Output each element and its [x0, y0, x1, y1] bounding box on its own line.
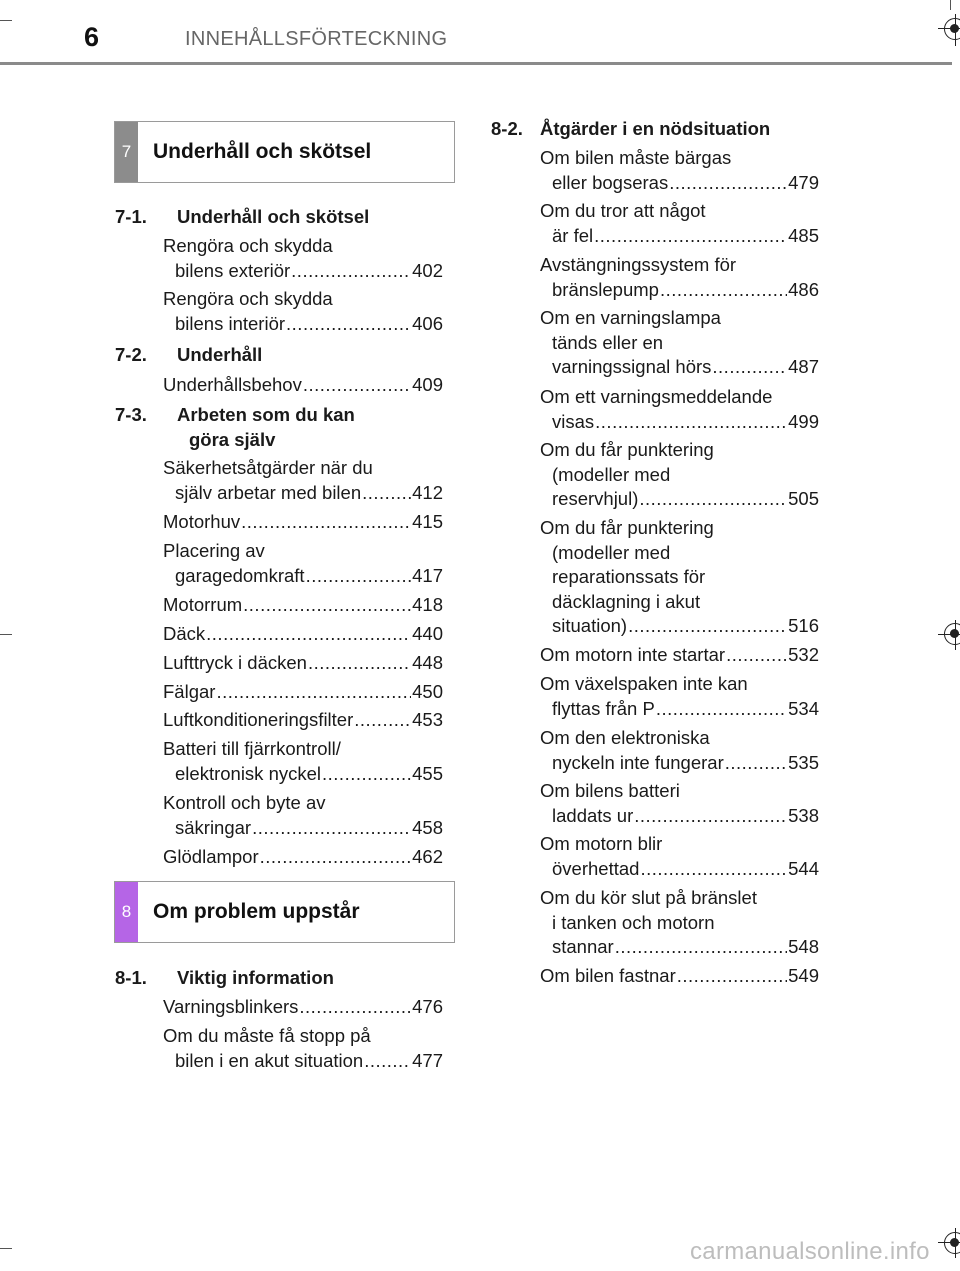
page-ref: 534	[788, 697, 819, 719]
toc-entry[interactable]	[540, 146, 819, 195]
page-ref: 477	[412, 1049, 443, 1071]
subsection-title: Åtgärder i en nödsituation	[540, 118, 771, 139]
subsection-number: 8-2.	[491, 118, 523, 139]
page-ref: 453	[412, 709, 443, 730]
toc-entry-line: Batteri till fjärrkontroll/	[163, 738, 341, 759]
toc-entry-line: Om bilen måste bärgas	[540, 147, 732, 168]
page-ref: 476	[412, 996, 443, 1017]
toc-entry[interactable]	[163, 593, 443, 618]
toc-entry-line: Säkerhetsåtgärder när du	[163, 457, 373, 478]
toc-entry-line: Lufttryck i däcken	[163, 652, 307, 673]
toc-entry-line: Underhållsbehov	[163, 374, 302, 395]
toc-entry[interactable]	[163, 845, 443, 870]
toc-entry[interactable]	[540, 438, 819, 512]
toc-entry-line: (modeller med	[552, 541, 671, 563]
toc-entry-line: laddats ur	[552, 804, 634, 826]
page-ref: 455	[412, 762, 443, 784]
toc-entry-line: Om du tror att något	[540, 200, 706, 221]
page-ref: 450	[412, 681, 443, 702]
page-ref: 406	[412, 312, 443, 334]
toc-entry-line: Rengöra och skydda	[163, 288, 333, 309]
section-7-title: Underhåll och skötsel	[153, 140, 372, 163]
crop-mark	[0, 634, 12, 635]
toc-entry[interactable]	[163, 373, 443, 398]
toc-entry-line: varningssignal hörs	[552, 356, 712, 378]
page-number: 6	[84, 22, 100, 52]
page-ref: 499	[788, 410, 819, 432]
section-7-tab: 7	[115, 122, 138, 182]
page-ref: 532	[788, 644, 819, 665]
page-ref: 535	[788, 751, 819, 773]
toc-entry[interactable]	[540, 726, 819, 775]
subsection-title: Viktig information	[177, 967, 334, 988]
page-ref: 549	[788, 965, 819, 986]
toc-entry-line: säkringar	[175, 816, 252, 838]
section-7-header	[114, 121, 455, 183]
toc-entry[interactable]	[163, 651, 443, 676]
toc-entry-line: är fel	[552, 224, 594, 246]
toc-entry-line: Om motorn inte startar	[540, 644, 726, 665]
page-ref: 544	[788, 857, 819, 879]
page-ref: 448	[412, 652, 443, 673]
registration-mark-icon	[944, 18, 960, 40]
page-ref: 486	[788, 278, 819, 300]
toc-entry-line: situation)	[552, 615, 628, 637]
page-ref: 487	[788, 356, 819, 378]
toc-entry[interactable]	[163, 456, 443, 505]
section-8-header	[114, 881, 455, 943]
page-ref: 402	[412, 259, 443, 281]
registration-mark-icon	[944, 1232, 960, 1254]
toc-entry[interactable]	[540, 516, 819, 639]
toc-entry-line: Fälgar	[163, 681, 216, 702]
toc-entry[interactable]	[540, 886, 819, 960]
toc-entry-line: Rengöra och skydda	[163, 235, 333, 256]
subsection-title: Arbeten som du kan	[177, 404, 355, 425]
subsection-7-1-heading	[115, 205, 369, 230]
toc-entry-line: Kontroll och byte av	[163, 792, 326, 813]
subsection-title: Underhåll och skötsel	[177, 206, 370, 227]
toc-entry-line: visas	[552, 410, 595, 432]
toc-entry-line: eller bogseras	[552, 171, 669, 193]
page-ref: 505	[788, 488, 819, 510]
page-ref: 462	[412, 846, 443, 867]
subsection-7-2-heading	[115, 343, 262, 368]
toc-entry-line: överhettad	[552, 857, 640, 879]
toc-entry-line: Om du får punktering	[540, 517, 714, 538]
toc-entry-line: Om ett varningsmeddelande	[540, 386, 773, 407]
toc-entry-line: (modeller med	[552, 463, 671, 485]
toc-entry[interactable]	[163, 737, 443, 786]
toc-entry[interactable]	[163, 1024, 443, 1073]
page-ref: 548	[788, 936, 819, 958]
subsection-number: 7-3.	[115, 404, 147, 425]
toc-entry[interactable]	[163, 791, 443, 840]
toc-entry[interactable]	[163, 622, 443, 647]
subsection-number: 7-1.	[115, 206, 147, 227]
toc-entry[interactable]	[540, 306, 819, 380]
page-ref: 479	[788, 171, 819, 193]
toc-entry[interactable]	[163, 995, 443, 1020]
toc-entry[interactable]	[163, 708, 443, 733]
crop-mark	[0, 1248, 12, 1249]
toc-entry-line: Glödlampor	[163, 846, 259, 867]
toc-entry-line: själv arbetar med bilen	[175, 481, 362, 503]
subsection-title: Underhåll	[177, 344, 263, 365]
toc-entry[interactable]	[163, 287, 443, 336]
toc-entry-line: i tanken och motorn	[552, 911, 715, 933]
toc-entry[interactable]	[163, 680, 443, 705]
page-ref: 485	[788, 224, 819, 246]
page-ref: 409	[412, 374, 443, 395]
subsection-7-3-heading	[115, 403, 355, 452]
toc-entry-line: reparationssats för	[552, 566, 706, 588]
subsection-8-1-heading	[115, 966, 334, 991]
toc-entry[interactable]	[540, 672, 819, 721]
toc-entry[interactable]	[540, 832, 819, 881]
toc-entry-line: Om du får punktering	[540, 439, 714, 460]
toc-entry-line: Om motorn blir	[540, 833, 663, 854]
toc-entry[interactable]	[163, 234, 443, 283]
page-ref: 458	[412, 816, 443, 838]
toc-entry-line: tänds eller en	[552, 331, 664, 353]
toc-entry-line: bränslepump	[552, 278, 659, 300]
page-ref: 418	[412, 594, 443, 615]
toc-entry-line: bilens interiör	[175, 312, 286, 334]
toc-entry-line: bilen i en akut situation	[175, 1049, 364, 1071]
page-ref: 415	[412, 511, 443, 532]
toc-entry-line: däcklagning i akut	[552, 590, 701, 612]
toc-entry-line: Motorhuv	[163, 511, 241, 532]
toc-entry-line: Om växelspaken inte kan	[540, 673, 748, 694]
toc-entry-line: Om en varningslampa	[540, 307, 721, 328]
toc-entry-line: Motorrum	[163, 594, 243, 615]
crop-mark	[0, 20, 12, 21]
subsection-number: 8-1.	[115, 967, 147, 988]
toc-entry-line: Om du måste få stopp på	[163, 1025, 371, 1046]
toc-entry[interactable]	[540, 199, 819, 248]
section-8-title: Om problem uppstår	[153, 900, 360, 923]
subsection-number: 7-2.	[115, 344, 147, 365]
watermark: carmanualsonline.info	[690, 1238, 930, 1265]
subsection-title-line2: göra själv	[189, 428, 276, 450]
toc-entry-line: Avstängningssystem för	[540, 254, 737, 275]
toc-entry-line: Om den elektroniska	[540, 727, 710, 748]
page-ref: 516	[788, 615, 819, 637]
toc-entry[interactable]	[540, 964, 819, 989]
toc-entry-line: elektronisk nyckel	[175, 762, 322, 784]
toc-entry-line: nyckeln inte fungerar	[552, 751, 724, 773]
page-ref: 412	[412, 481, 443, 503]
toc-entry[interactable]	[540, 779, 819, 828]
page-ref: 538	[788, 804, 819, 826]
toc-entry-line: reservhjul)	[552, 488, 639, 510]
toc-entry-line: Luftkonditioneringsfilter	[163, 709, 354, 730]
toc-entry[interactable]	[540, 253, 819, 302]
toc-entry[interactable]	[163, 539, 443, 588]
section-8-tab: 8	[115, 882, 138, 942]
toc-entry-line: flyttas från P	[552, 697, 655, 719]
toc-entry-line: Om bilens batteri	[540, 780, 680, 801]
toc-entry-line: garagedomkraft	[175, 564, 305, 586]
toc-entry-line: Varningsblinkers	[163, 996, 299, 1017]
toc-entry-line: Placering av	[163, 540, 265, 561]
toc-entry[interactable]	[540, 643, 819, 668]
header-rule	[0, 62, 952, 65]
registration-mark-icon	[944, 623, 960, 645]
toc-entry-line: Däck	[163, 623, 206, 644]
crop-mark	[950, 0, 951, 10]
toc-entry-line: bilens exteriör	[175, 259, 291, 281]
header-title: INNEHÅLLSFÖRTECKNING	[185, 28, 448, 50]
toc-entry-line: stannar	[552, 936, 614, 958]
toc-entry-line: Om du kör slut på bränslet	[540, 887, 757, 908]
toc-entry[interactable]	[540, 385, 819, 434]
toc-entry-line: Om bilen fastnar	[540, 965, 676, 986]
subsection-8-2-heading	[491, 117, 770, 142]
toc-entry[interactable]	[163, 510, 443, 535]
page-ref: 417	[412, 564, 443, 586]
page-ref: 440	[412, 623, 443, 644]
